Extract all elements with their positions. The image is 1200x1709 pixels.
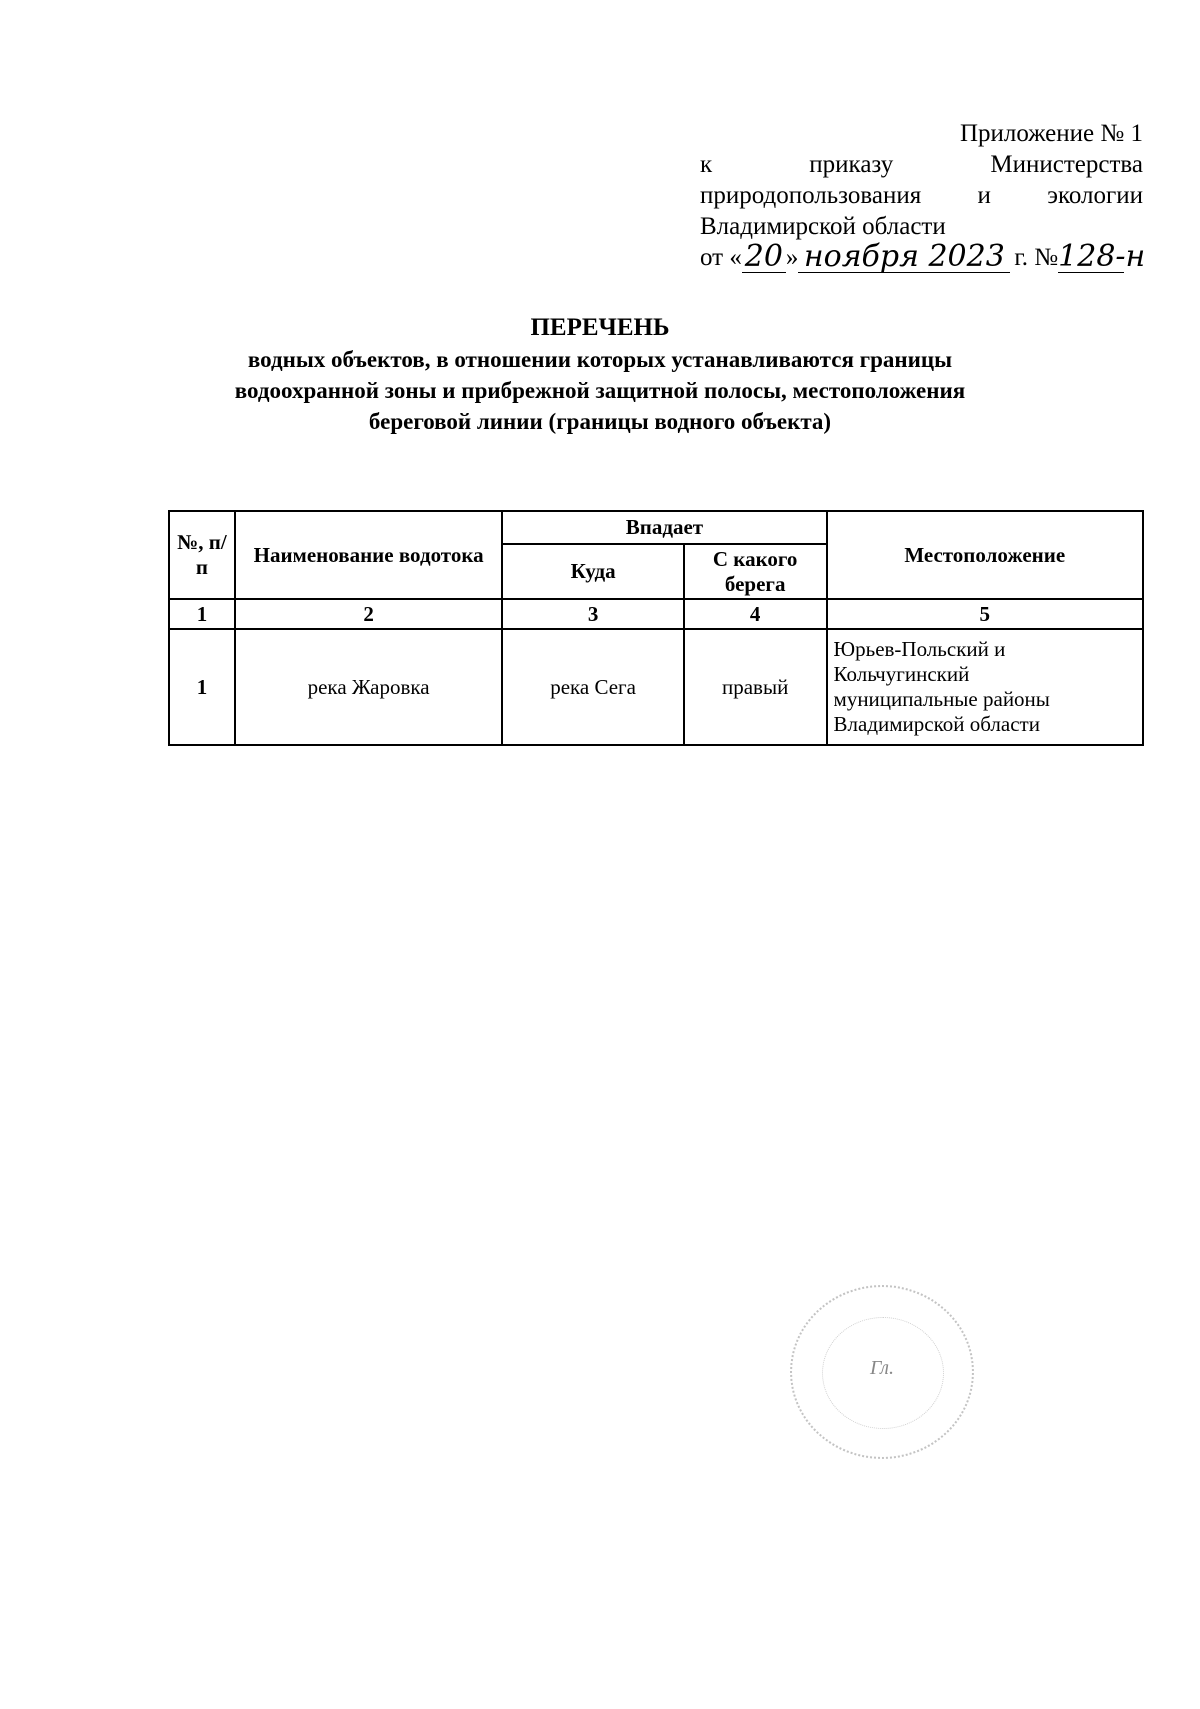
annex-word: природопользования <box>700 182 922 209</box>
header-flows-into: Впадает <box>502 511 826 544</box>
date-close: » <box>785 244 799 271</box>
annex-header <box>700 118 1146 274</box>
date-suffix: г. № <box>1014 244 1059 271</box>
annex-region: Владимирской области <box>700 213 946 240</box>
column-number: 1 <box>169 599 235 629</box>
annex-line-3 <box>700 180 1143 211</box>
title-line-1: водных объектов, в отношении которых устанавливаются границы <box>247 347 953 372</box>
header-name: Наименование водотока <box>235 511 502 599</box>
water-objects-table <box>168 510 1144 746</box>
annex-word: приказу <box>809 151 894 178</box>
cell-num: 1 <box>169 629 235 745</box>
annex-word: и <box>977 182 991 209</box>
annex-word: к <box>700 151 713 178</box>
document-title <box>0 312 1200 437</box>
header-location: Местоположение <box>827 511 1143 599</box>
column-number: 5 <box>827 599 1143 629</box>
annex-number: Приложение № 1 <box>959 120 1143 147</box>
column-number: 3 <box>502 599 683 629</box>
cell-where: река Сега <box>502 629 683 745</box>
header-where: Куда <box>502 544 683 599</box>
column-number: 2 <box>235 599 502 629</box>
annex-line-2 <box>700 149 1143 180</box>
cell-bank: правый <box>684 629 827 745</box>
order-number: 128-н <box>1058 239 1146 274</box>
cell-name: река Жаровка <box>235 629 502 745</box>
annex-word: экологии <box>1047 182 1143 209</box>
column-number-row <box>169 599 1143 629</box>
official-stamp <box>790 1285 974 1459</box>
title-heading: ПЕРЕЧЕНЬ <box>530 314 670 341</box>
annex-word: Министерства <box>990 151 1143 178</box>
title-line-2: водоохранной зоны и прибрежной защитной полосы, местоположения <box>234 378 966 403</box>
column-number: 4 <box>684 599 827 629</box>
table-row <box>169 629 1143 745</box>
stamp-text: Гл. <box>869 1357 895 1379</box>
date-month-year: ноября 2023 <box>798 242 1010 273</box>
header-num: №, п/п <box>169 511 235 599</box>
header-bank: С какого берега <box>684 544 827 599</box>
order-date-line <box>700 239 1146 274</box>
cell-location: Юрьев-Польский и Кольчугинский муниципальные районы Владимирской области <box>827 629 1143 745</box>
header-row-1 <box>169 511 1143 544</box>
date-prefix: от « <box>700 244 742 271</box>
title-line-3: береговой линии (границы водного объекта) <box>368 409 832 434</box>
date-day: 20 <box>742 242 786 273</box>
